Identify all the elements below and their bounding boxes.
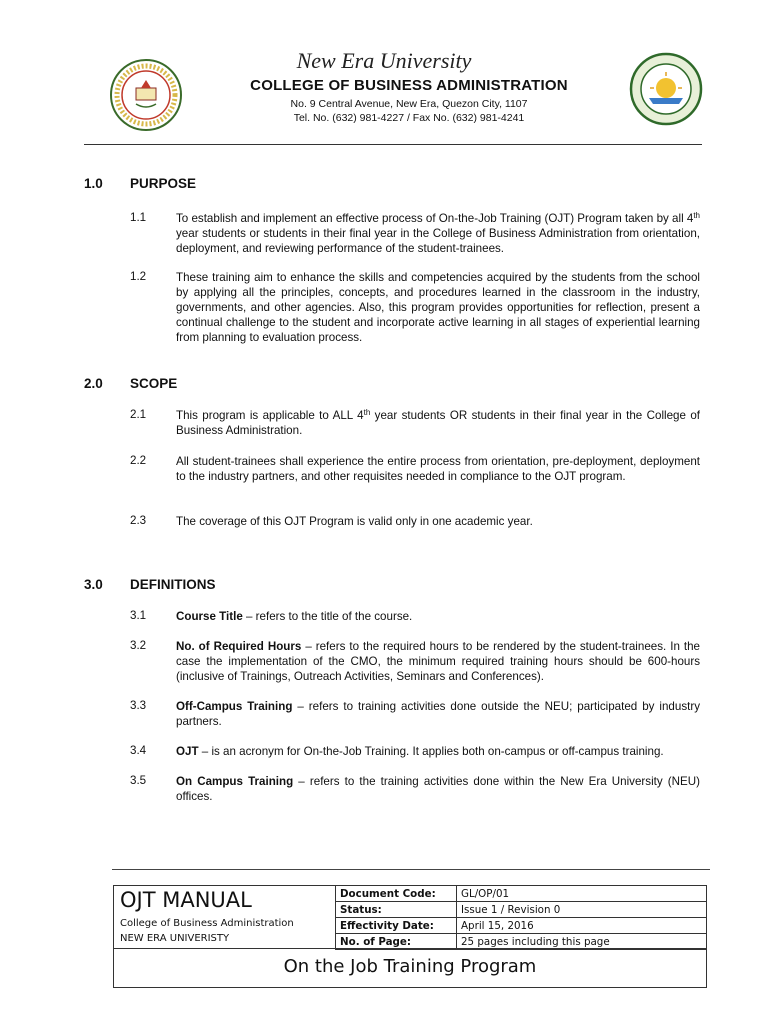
doc-label: Document Code:: [336, 886, 457, 902]
doc-label: No. of Page:: [336, 934, 457, 950]
section-number: 2.0: [84, 376, 103, 391]
section-number: 1.0: [84, 176, 103, 191]
definition-term: Course Title: [176, 610, 243, 623]
item-number: 3.4: [130, 744, 147, 757]
section-title-definitions: DEFINITIONS: [130, 577, 216, 592]
table-row: [336, 902, 707, 918]
purpose-item-text: These training aim to enhance the skills and competencies acquired by the students from the school by applying all the principles, concepts, and procedures learned in the classroom in the industry, governments, and other agencies. Also, this program provides opportunities for reflection, present a continual challenge to the student and incorporate active learning in all stages of experiential learning from planning to evaluation process.: [176, 271, 700, 344]
item-number: 1.2: [130, 270, 147, 283]
definition-text: No. of Required Hours – refers to the required hours to be rendered by the student-trainees. In the case the implementation of the CMO, the minimum required training hours should be 600-hours (inclusive of Trainings, Outreach Activities, Seminars and Conferences).: [176, 640, 701, 683]
table-row: [336, 918, 707, 934]
section-title-scope: SCOPE: [130, 376, 178, 391]
doc-label: Status:: [336, 902, 457, 918]
definition-term: OJT: [176, 745, 199, 758]
definition-term: On Campus Training: [176, 775, 294, 788]
section-title-purpose: PURPOSE: [130, 176, 197, 191]
doc-label: Effectivity Date:: [336, 918, 457, 934]
header-divider: [84, 144, 702, 145]
item-number: 2.2: [130, 454, 147, 467]
item-number: 2.1: [130, 408, 147, 421]
university-name: New Era University: [296, 48, 472, 73]
definition-text: OJT – is an acronym for On-the-Job Training. It applies both on-campus or off-campus training.: [176, 745, 664, 758]
address: No. 9 Central Avenue, New Era, Quezon City, 1107: [290, 98, 528, 110]
phone-fax: Tel. No. (632) 981-4227 / Fax No. (632) 981-4241: [293, 112, 525, 124]
footer-university: NEW ERA UNIVERISTY: [120, 933, 230, 944]
scope-item-text: The coverage of this OJT Program is valid only in one academic year.: [176, 515, 533, 528]
doc-value: April 15, 2016: [457, 918, 707, 934]
footer-college: College of Business Administration: [120, 918, 294, 929]
scope-item-text: All student-trainees shall experience the entire process from orientation, pre-deployment, deployment to the industry partners, and other requisites needed in compliance to the OJT program.: [176, 455, 700, 483]
doc-value: Issue 1 / Revision 0: [457, 902, 707, 918]
doc-value: GL/OP/01: [457, 886, 707, 902]
item-number: 3.2: [130, 639, 147, 652]
definition-term: Off-Campus Training: [176, 700, 293, 713]
definition-text: Course Title – refers to the title of the course.: [176, 610, 413, 623]
document-control-table: [335, 885, 707, 950]
scope-item-text: This program is applicable to ALL 4th year students OR students in their final year in the College of Business Administration.: [176, 408, 700, 437]
definition-term: No. of Required Hours: [176, 640, 302, 653]
item-number: 1.1: [130, 211, 147, 224]
footer-inner-divider: [113, 948, 707, 949]
manual-title: OJT MANUAL: [120, 888, 252, 912]
item-number: 2.3: [130, 514, 147, 527]
section-number: 3.0: [84, 577, 103, 592]
item-number: 3.5: [130, 774, 147, 787]
purpose-item-text: To establish and implement an effective process of On-the-Job Training (OJT) Program taken by all 4th year students or students in their final year in the College of Business Administration from orientation, deployment, and reviewing performance of the student-trainees.: [176, 211, 700, 255]
program-title: On the Job Training Program: [283, 956, 537, 977]
definition-text: Off-Campus Training – refers to training activities done outside the NEU; participated by industry partners.: [176, 700, 700, 728]
college-name: COLLEGE OF BUSINESS ADMINISTRATION: [250, 77, 568, 94]
footer-divider: [112, 869, 710, 870]
item-number: 3.3: [130, 699, 147, 712]
definition-text: On Campus Training – refers to the training activities done within the New Era University (NEU) offices.: [176, 775, 701, 803]
table-row: [336, 886, 707, 902]
item-number: 3.1: [130, 609, 147, 622]
doc-value: 25 pages including this page: [457, 934, 707, 950]
